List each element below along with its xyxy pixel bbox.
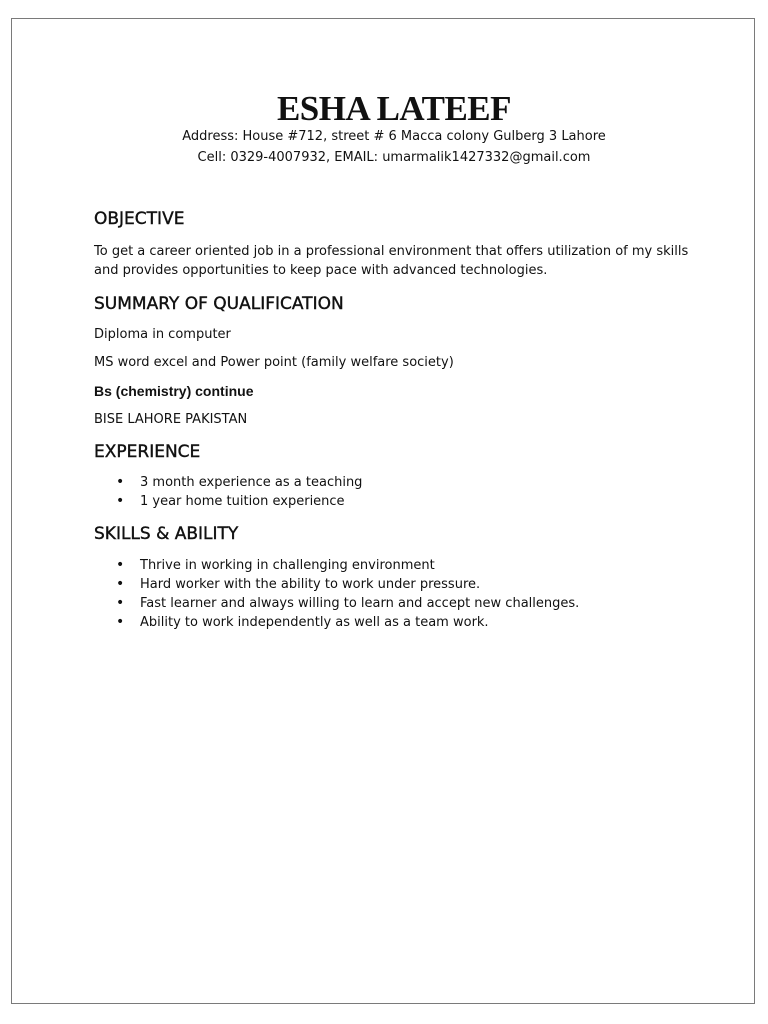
experience-list: [94, 473, 694, 511]
qualification-item: MS word excel and Power point (family welfare society): [94, 355, 454, 370]
resume-content: [94, 89, 694, 632]
candidate-name: ESHA LATEEF: [276, 89, 512, 128]
skills-heading: SKILLS & ABILITY: [94, 524, 239, 544]
objective-text: To get a career oriented job in a professional environment that offers utilization of my skills and provides opportunities to keep pace with advanced technologies.: [94, 244, 689, 278]
objective-heading: OBJECTIVE: [94, 209, 185, 229]
list-item: • Hard worker with the ability to work under pressure.: [94, 575, 694, 594]
qualification-item: BISE LAHORE PAKISTAN: [94, 412, 248, 427]
list-item: • Fast learner and always willing to learn and accept new challenges.: [94, 594, 694, 613]
experience-heading: EXPERIENCE: [94, 442, 201, 462]
qualification-heading: SUMMARY OF QUALIFICATION: [94, 294, 344, 314]
qualification-item: Bs (chemistry) continue: [94, 383, 254, 399]
address-line: Address: House #712, street # 6 Macca colony Gulberg 3 Lahore: [182, 129, 606, 144]
document-page: [11, 18, 755, 1004]
list-item: • Thrive in working in challenging environment: [94, 556, 694, 575]
list-item: • Ability to work independently as well as a team work.: [94, 613, 694, 632]
skills-list: [94, 556, 694, 632]
contact-line: Cell: 0329-4007932, EMAIL: umarmalik1427332@gmail.com: [197, 150, 591, 165]
list-item: • 1 year home tuition experience: [94, 492, 694, 511]
list-item: • 3 month experience as a teaching: [94, 473, 694, 492]
qualification-item: Diploma in computer: [94, 327, 231, 342]
